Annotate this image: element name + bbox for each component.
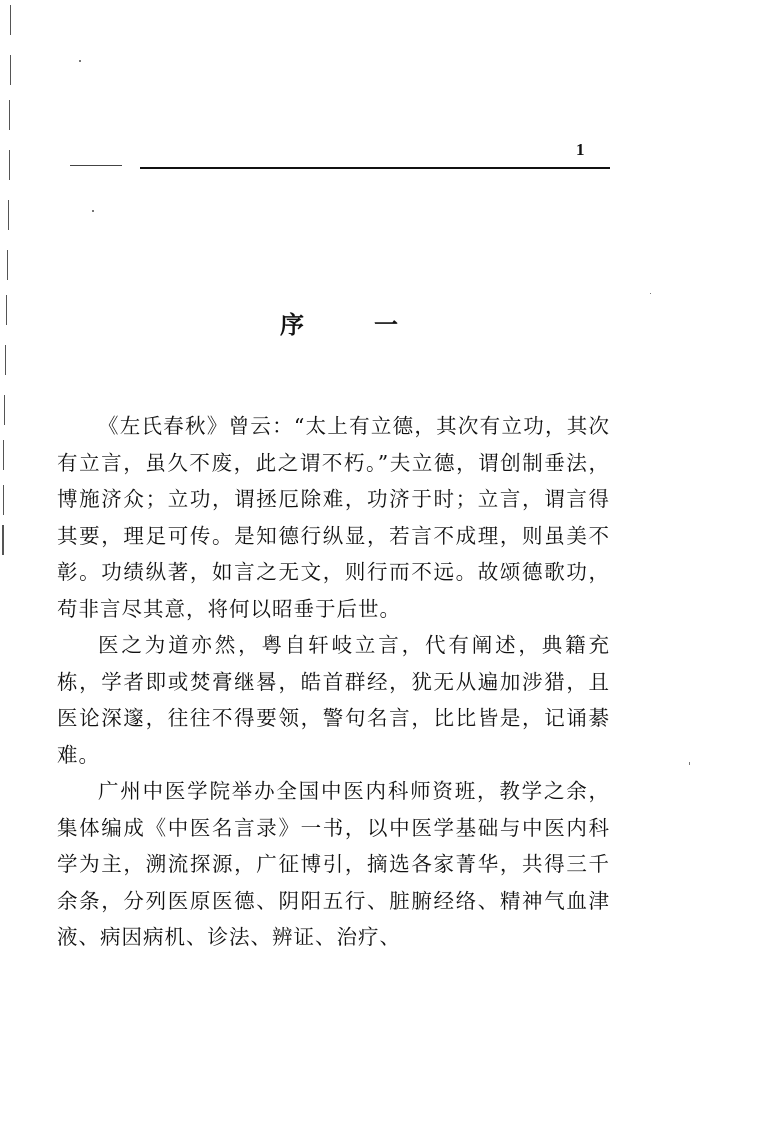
body-text [57,408,610,956]
scan-speck [689,762,690,765]
binding-mark [7,250,8,280]
scan-speck [92,210,94,212]
binding-mark [4,395,5,425]
page-title [280,305,398,340]
header-rule-left [70,165,122,166]
binding-mark [10,55,11,85]
binding-mark [10,5,11,35]
page-number: 1 [576,140,585,159]
paragraph: 《左氏春秋》曾云：“太上有立德，其次有立功，其次有立言，虽久不废，此之谓不朽。”夫立德，谓创制垂法，博施济众；立功，谓拯厄除难，功济于时；立言，谓言得其要，理足可传。是知德行纵显，若言不成理，则虽美不彰。功绩纵著，如言之无文，则行而不远。故颂德歌功，苟非言尽其意，将何以昭垂于后世。 [57,414,610,621]
binding-mark [3,485,4,515]
binding-mark [9,150,10,180]
paragraph: 医之为道亦然，粤自轩岐立言，代有阐述，典籍充栋，学者即或焚膏继晷，皓首群经，犹无从遍加涉猎，且医论深邃，往往不得要领，警句名言，比比皆是，记诵綦难。 [57,633,610,767]
binding-mark [8,200,9,230]
binding-edge-marks [0,0,12,560]
scan-speck [650,293,651,294]
scan-speck [79,60,81,62]
binding-mark [5,345,6,375]
binding-mark [3,440,4,470]
binding-mark [2,525,4,555]
title-char: 一 [374,310,398,339]
binding-mark [6,295,7,325]
header-rule [140,167,610,169]
binding-mark [9,100,10,130]
paragraph: 广州中医学院举办全国中医内科师资班，教学之余，集体编成《中医名言录》一书，以中医学基础与中医内科学为主，溯流探源，广征博引，摘选各家菁华，共得三千余条，分列医原医德、阴阳五行、脏腑经络、精神气血津液、病因病机、诊法、辨证、治疗、 [57,779,610,949]
title-char: 序 [280,310,304,339]
